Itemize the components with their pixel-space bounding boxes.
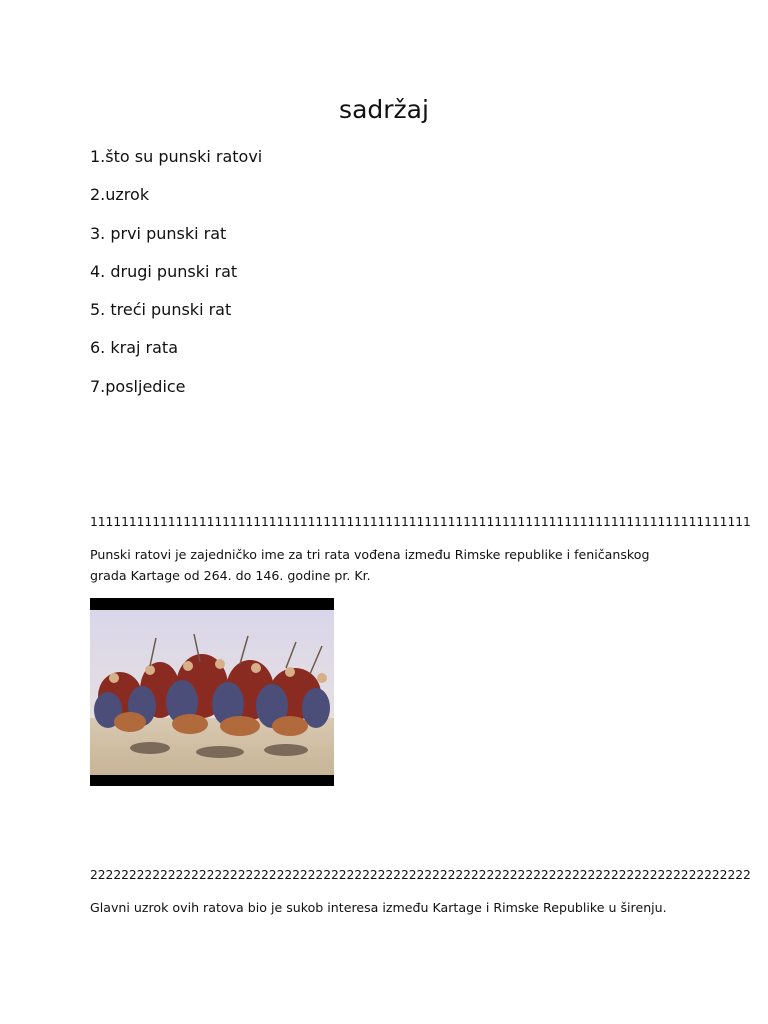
toc-item-3: 3. prvi punski rat [90,223,227,243]
toc-item-4: 4. drugi punski rat [90,261,238,281]
toc-item-1: 1.što su punski ratovi [90,147,263,166]
toc-item-2: 2.uzrok [90,185,150,205]
toc-item-6: 6. kraj rata [90,338,178,358]
battle-illustration [90,598,334,786]
toc-item-7: 7.posljedice [90,376,186,396]
section-1-marker: 1111111111111111111111111111111111111111111111111111111111111111111111111111111111111 [90,515,751,529]
section-2-paragraph: Glavni uzrok ovih ratova bio je sukob interesa između Kartage i Rimske Republike u širenju. [90,900,667,915]
table-of-contents [90,145,262,413]
page-title: sadržaj [339,95,429,124]
section-1-paragraph: Punski ratovi je zajedničko ime za tri rata vođena između Rimske republike i feničanskog grada Kartage od 264. do 146. godine pr. Kr. [90,547,650,583]
section-2-marker: 2222222222222222222222222222222222222222222222222222222222222222222222222222222222222 [90,868,751,882]
toc-item-5: 5. treći punski rat [90,300,232,320]
